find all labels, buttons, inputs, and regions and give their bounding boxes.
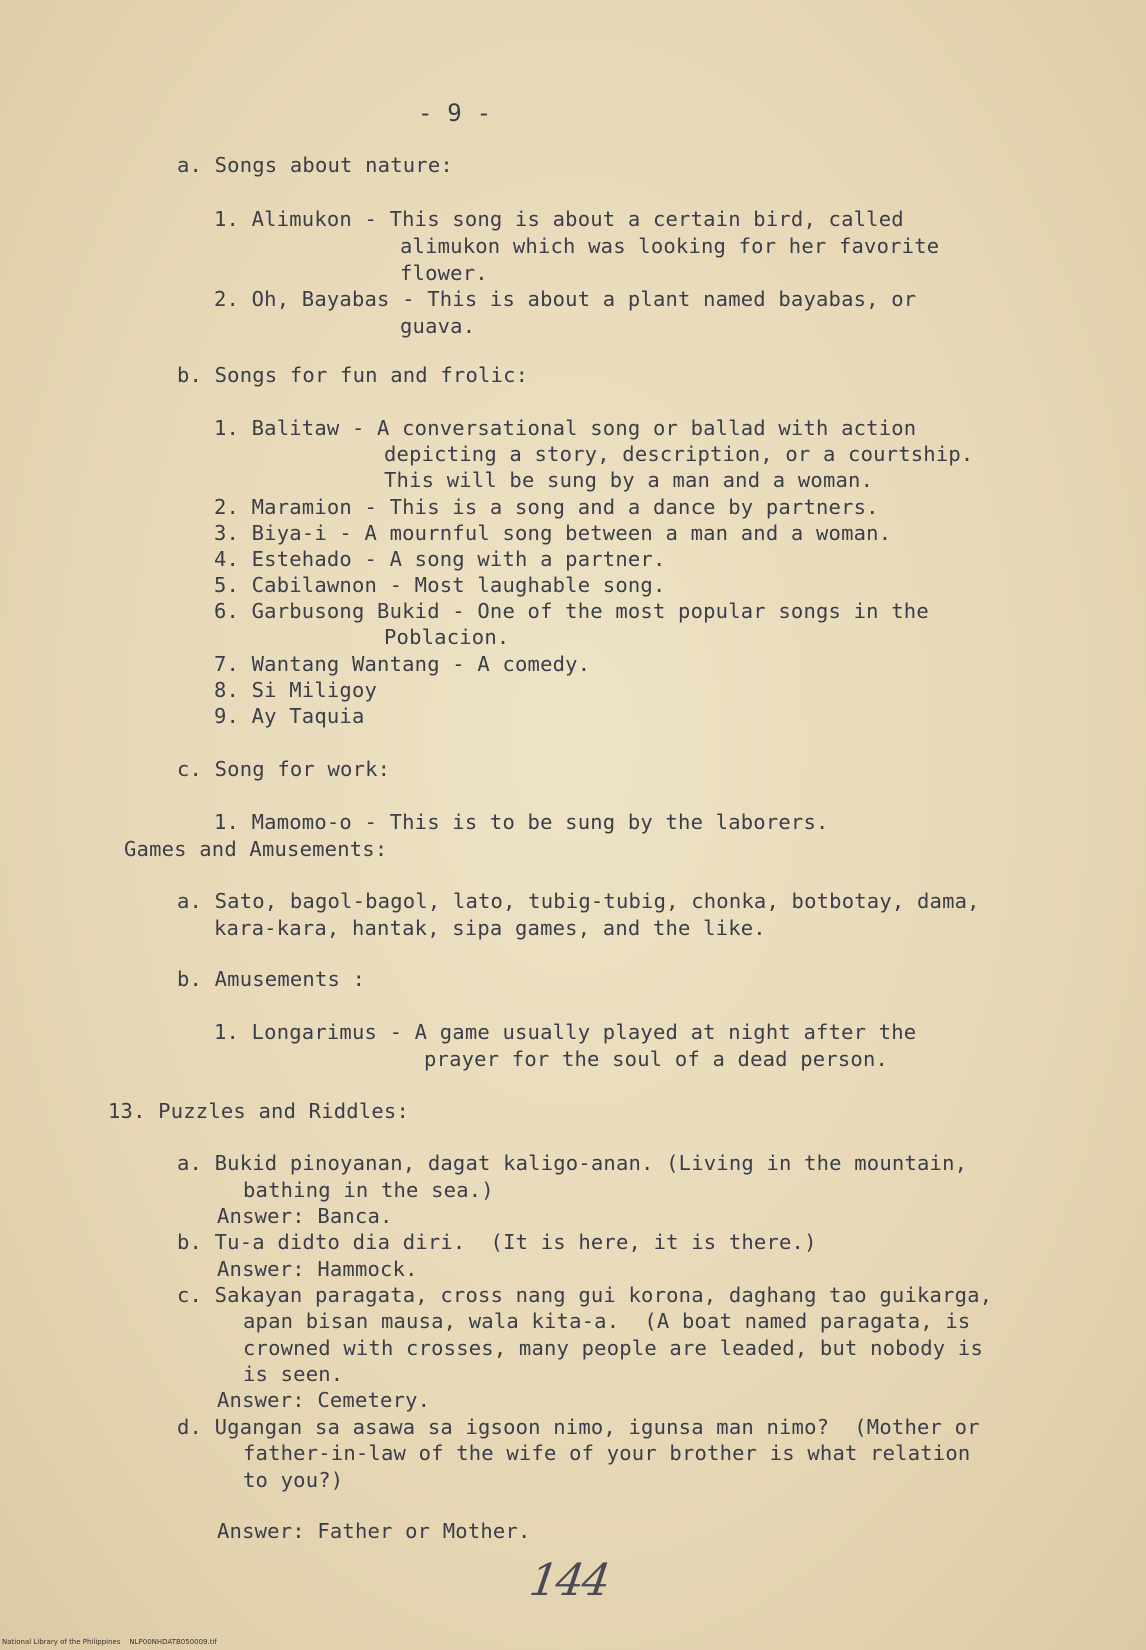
riddle-answer: Answer: Hammock.: [217, 1257, 418, 1281]
list-item: 6. Garbusong Bukid - One of the most popular songs in the: [214, 599, 929, 623]
list-item: 1. Alimukon - This song is about a certain bird, called: [214, 207, 904, 231]
list-item: 4. Estehado - A song with a partner.: [214, 547, 666, 571]
section-c-heading: c. Song for work:: [177, 757, 391, 781]
archive-footer: National Library of the Philippines NLP00NHDATB050009.tif: [2, 1638, 217, 1646]
games-heading: Games and Amusements:: [124, 837, 388, 861]
list-item: 3. Biya-i - A mournful song between a man and a woman.: [214, 521, 892, 545]
list-item-continuation: Poblacion.: [384, 625, 510, 649]
riddle-line: is seen.: [243, 1362, 344, 1386]
list-item: 9. Ay Taquia: [214, 704, 365, 728]
list-item: 2. Oh, Bayabas - This is about a plant named bayabas, or: [214, 287, 917, 311]
list-item: 1. Longarimus - A game usually played at night after the: [214, 1020, 917, 1044]
list-item-continuation: guava.: [400, 314, 476, 338]
list-item-continuation: kara-kara, hantak, sipa games, and the like.: [214, 916, 766, 940]
riddle-line: bathing in the sea.): [243, 1178, 494, 1202]
list-item: a. Sato, bagol-bagol, lato, tubig-tubig, chonka, botbotay, dama,: [177, 889, 980, 913]
list-item: 1. Mamomo-o - This is to be sung by the laborers.: [214, 810, 829, 834]
amusements-heading: b. Amusements :: [177, 967, 366, 991]
riddle-line: a. Bukid pinoyanan, dagat kaligo-anan. (Living in the mountain,: [177, 1151, 968, 1175]
puzzles-heading: 13. Puzzles and Riddles:: [108, 1099, 410, 1123]
section-a-heading: a. Songs about nature:: [177, 153, 453, 177]
riddle-answer: Answer: Father or Mother.: [217, 1519, 531, 1543]
list-item: 8. Si Miligoy: [214, 678, 378, 702]
riddle-line: b. Tu-a didto dia diri. (It is here, it is there.): [177, 1230, 817, 1254]
handwritten-page-number: 144: [526, 1555, 612, 1606]
page-number: - 9 -: [418, 99, 492, 127]
riddle-line: crowned with crosses, many people are leaded, but nobody is: [243, 1336, 983, 1360]
list-item: 7. Wantang Wantang - A comedy.: [214, 652, 591, 676]
list-item: 5. Cabilawnon - Most laughable song.: [214, 573, 666, 597]
list-item: 2. Maramion - This is a song and a dance by partners.: [214, 495, 879, 519]
section-b-heading: b. Songs for fun and frolic:: [177, 363, 529, 387]
list-item-continuation: prayer for the soul of a dead person.: [424, 1047, 889, 1071]
riddle-line: father-in-law of the wife of your brother is what relation: [243, 1441, 971, 1465]
list-item-continuation: alimukon which was looking for her favorite: [400, 234, 940, 258]
list-item-continuation: flower.: [400, 261, 488, 285]
list-item: 1. Balitaw - A conversational song or ballad with action: [214, 416, 917, 440]
riddle-line: apan bisan mausa, wala kita-a. (A boat named paragata, is: [243, 1309, 971, 1333]
riddle-line: d. Ugangan sa asawa sa igsoon nimo, igunsa man nimo? (Mother or: [177, 1415, 980, 1439]
riddle-line: to you?): [243, 1468, 344, 1492]
riddle-line: c. Sakayan paragata, cross nang gui korona, daghang tao guikarga,: [177, 1283, 993, 1307]
list-item-continuation: depicting a story, description, or a courtship.: [384, 442, 974, 466]
riddle-answer: Answer: Cemetery.: [217, 1388, 431, 1412]
riddle-answer: Answer: Banca.: [217, 1204, 393, 1228]
list-item-continuation: This will be sung by a man and a woman.: [384, 468, 874, 492]
